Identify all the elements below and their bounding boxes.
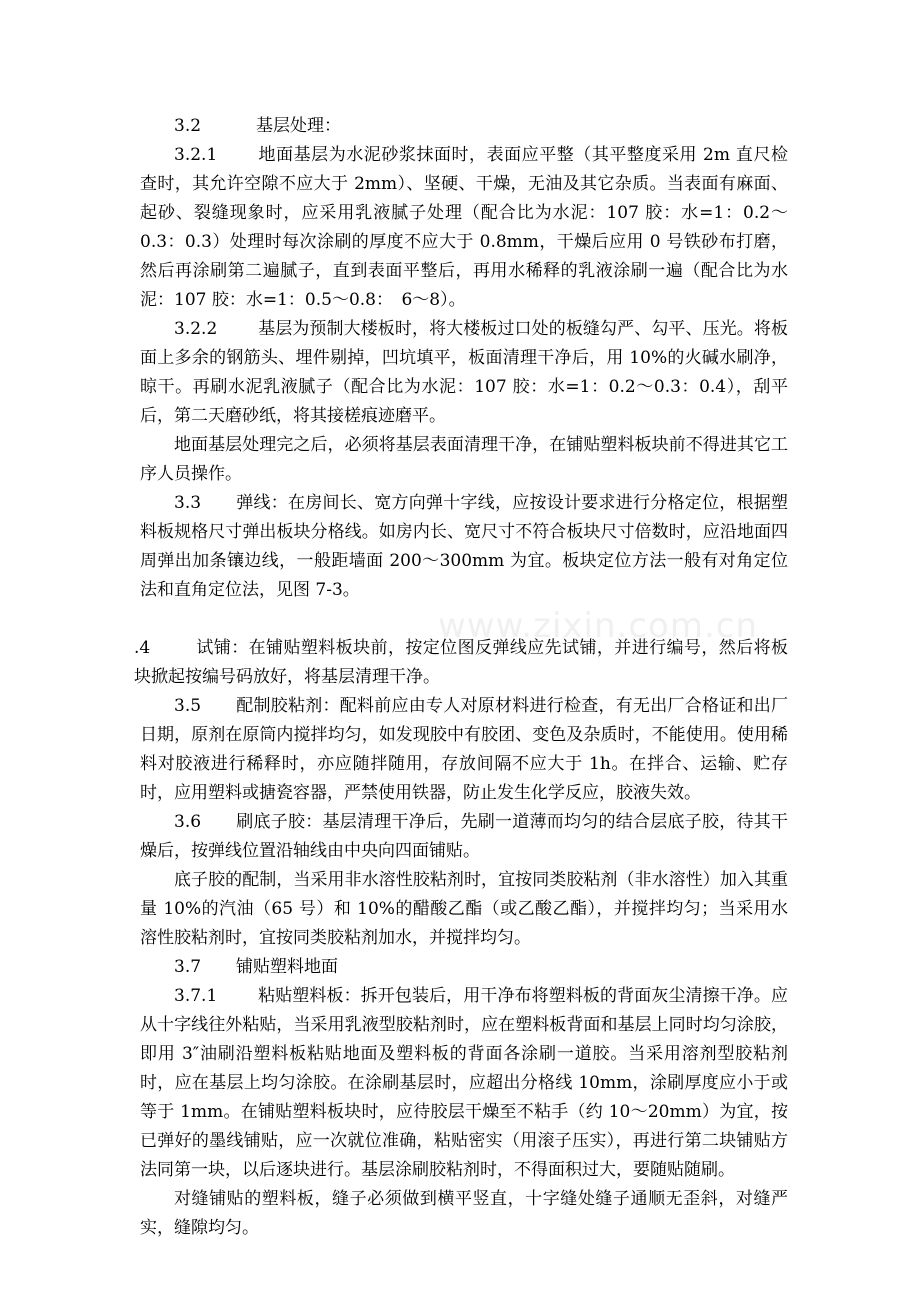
paragraph-text: 配制胶粘剂：配料前应由专人对原材料进行检查，有无出厂合格证和出厂日期，原剂在原筒内搅拌均匀，如发现胶中有胶团、变色及杂质时，不能使用。使用稀料对胶液进行稀释时，亦应随拌随用，存放间隔不应大于 1h。在拌合、运输、贮存时，应用塑料或搪瓷容器，严禁使用铁器，防止发生化学反应，胶液失效。 [140,696,788,803]
section-number: 3.2.1 [174,145,218,165]
paragraph-text: 对缝铺贴的塑料板，缝子必须做到横平竖直，十字缝处缝子通顺无歪斜，对缝严实，缝隙均匀。 [140,1189,788,1238]
section-number: 3.7.1 [174,986,218,1006]
section-number: .4 [134,638,151,658]
section-3-7-heading [140,953,788,982]
paragraph-text: 地面基层处理完之后，必须将基层表面清理干净，在铺贴塑料板块前不得进其它工序人员操作。 [140,435,788,484]
paragraph-3-7-1 [140,982,788,1185]
paragraph-3-2-1 [140,141,788,315]
paragraph-text: 粘贴塑料板：拆开包装后，用干净布将塑料板的背面灰尘清擦干净。应从十字线往外粘贴，当采用乳液型胶粘剂时，应在塑料板背面和基层上同时均匀涂胶，即用 3″油刷沿塑料板粘贴地面及塑料板的背面各涂刷一道胶。当采用溶剂型胶粘剂时，应在基层上均匀涂胶。在涂刷基层时，应超出分格线 10mm，涂刷厚度应小于或等于 1mm。在铺贴塑料板块时，应待胶层干燥至不粘手（约 10～20mm）为宜，按已弹好的墨线铺贴，应一次就位准确，粘贴密实（用滚子压实），再进行第二块铺贴方法同第一块，以后逐块进行。基层涂刷胶粘剂时，不得面积过大，要随贴随刷。 [140,986,788,1180]
section-number: 3.5 [174,696,202,716]
section-3-2-heading [140,112,788,141]
paragraph-3-6 [140,808,788,866]
paragraph-base-cleanup [140,431,788,489]
paragraph-text: 刷底子胶：基层清理干净后，先刷一道薄而均匀的结合层底子胶，待其干燥后，按弹线位置沿轴线由中央向四面铺贴。 [140,812,788,861]
paragraph-seam-alignment [140,1185,788,1243]
paragraph-3-3 [140,489,788,605]
section-text: 铺贴塑料地面 [236,957,338,977]
paragraph-text: 地面基层为水泥砂浆抹面时，表面应平整（其平整度采用 2m 直尺检查时，其允许空隙不应大于 2mm）、坚硬、干燥，无油及其它杂质。当表面有麻面、起砂、裂缝现象时，应采用乳液腻子处理（配合比为水泥：107 胶：水=1：0.2～0.3：0.3）处理时每次涂刷的厚度不应大于 0.8mm，干燥后应用 0 号铁砂布打磨，然后再涂刷第二遍腻子，直到表面平整后，再用水稀释的乳液涂刷一遍（配合比为水泥：107 胶：水=1：0.5～0.8： 6～8）。 [140,145,788,310]
paragraph-primer-mix [140,866,788,953]
paragraph-3-2-2 [140,315,788,431]
paragraph-text: 基层为预制大楼板时，将大楼板过口处的板缝勾严、勾平、压光。将板面上多余的钢筋头、埋件剔掉，凹坑填平，板面清理干净后，用 10%的火碱水刷净，晾干。再刷水泥乳液腻子（配合比为水泥：107 胶：水=1：0.2～0.3：0.4），刮平后，第二天磨砂纸，将其接槎痕迹磨平。 [140,319,788,426]
paragraph-3-5 [140,692,788,808]
paragraph-text: 试铺：在铺贴塑料板块前，按定位图反弹线应先试铺，并进行编号，然后将板块掀起按编号码放好，将基层清理干净。 [134,638,788,687]
section-number: 3.2.2 [174,319,218,339]
section-number: 3.3 [174,493,202,513]
watermark: www.zixin.com.cn [438,606,758,646]
document-body [134,112,788,1243]
section-number: 3.7 [174,957,202,977]
section-number: 3.2 [174,116,202,136]
paragraph-text: 弹线：在房间长、宽方向弹十字线，应按设计要求进行分格定位，根据塑料板规格尺寸弹出板块分格线。如房内长、宽尺寸不符合板块尺寸倍数时，应沿地面四周弹出加条镶边线，一般距墙面 200～300mm 为宜。板块定位方法一般有对角定位法和直角定位法，见图 7-3。 [140,493,788,600]
paragraph-text: 底子胶的配制，当采用非水溶性胶粘剂时，宜按同类胶粘剂（非水溶性）加入其重量 10%的汽油（65 号）和 10%的醋酸乙酯（或乙酸乙酯），并搅拌均匀；当采用水溶性胶粘剂时，宜按同类胶粘剂加水，并搅拌均匀。 [140,870,788,948]
section-number: 3.6 [174,812,202,832]
blank-line [140,605,788,634]
section-text: 基层处理： [256,116,341,136]
paragraph-3-4 [134,634,788,692]
